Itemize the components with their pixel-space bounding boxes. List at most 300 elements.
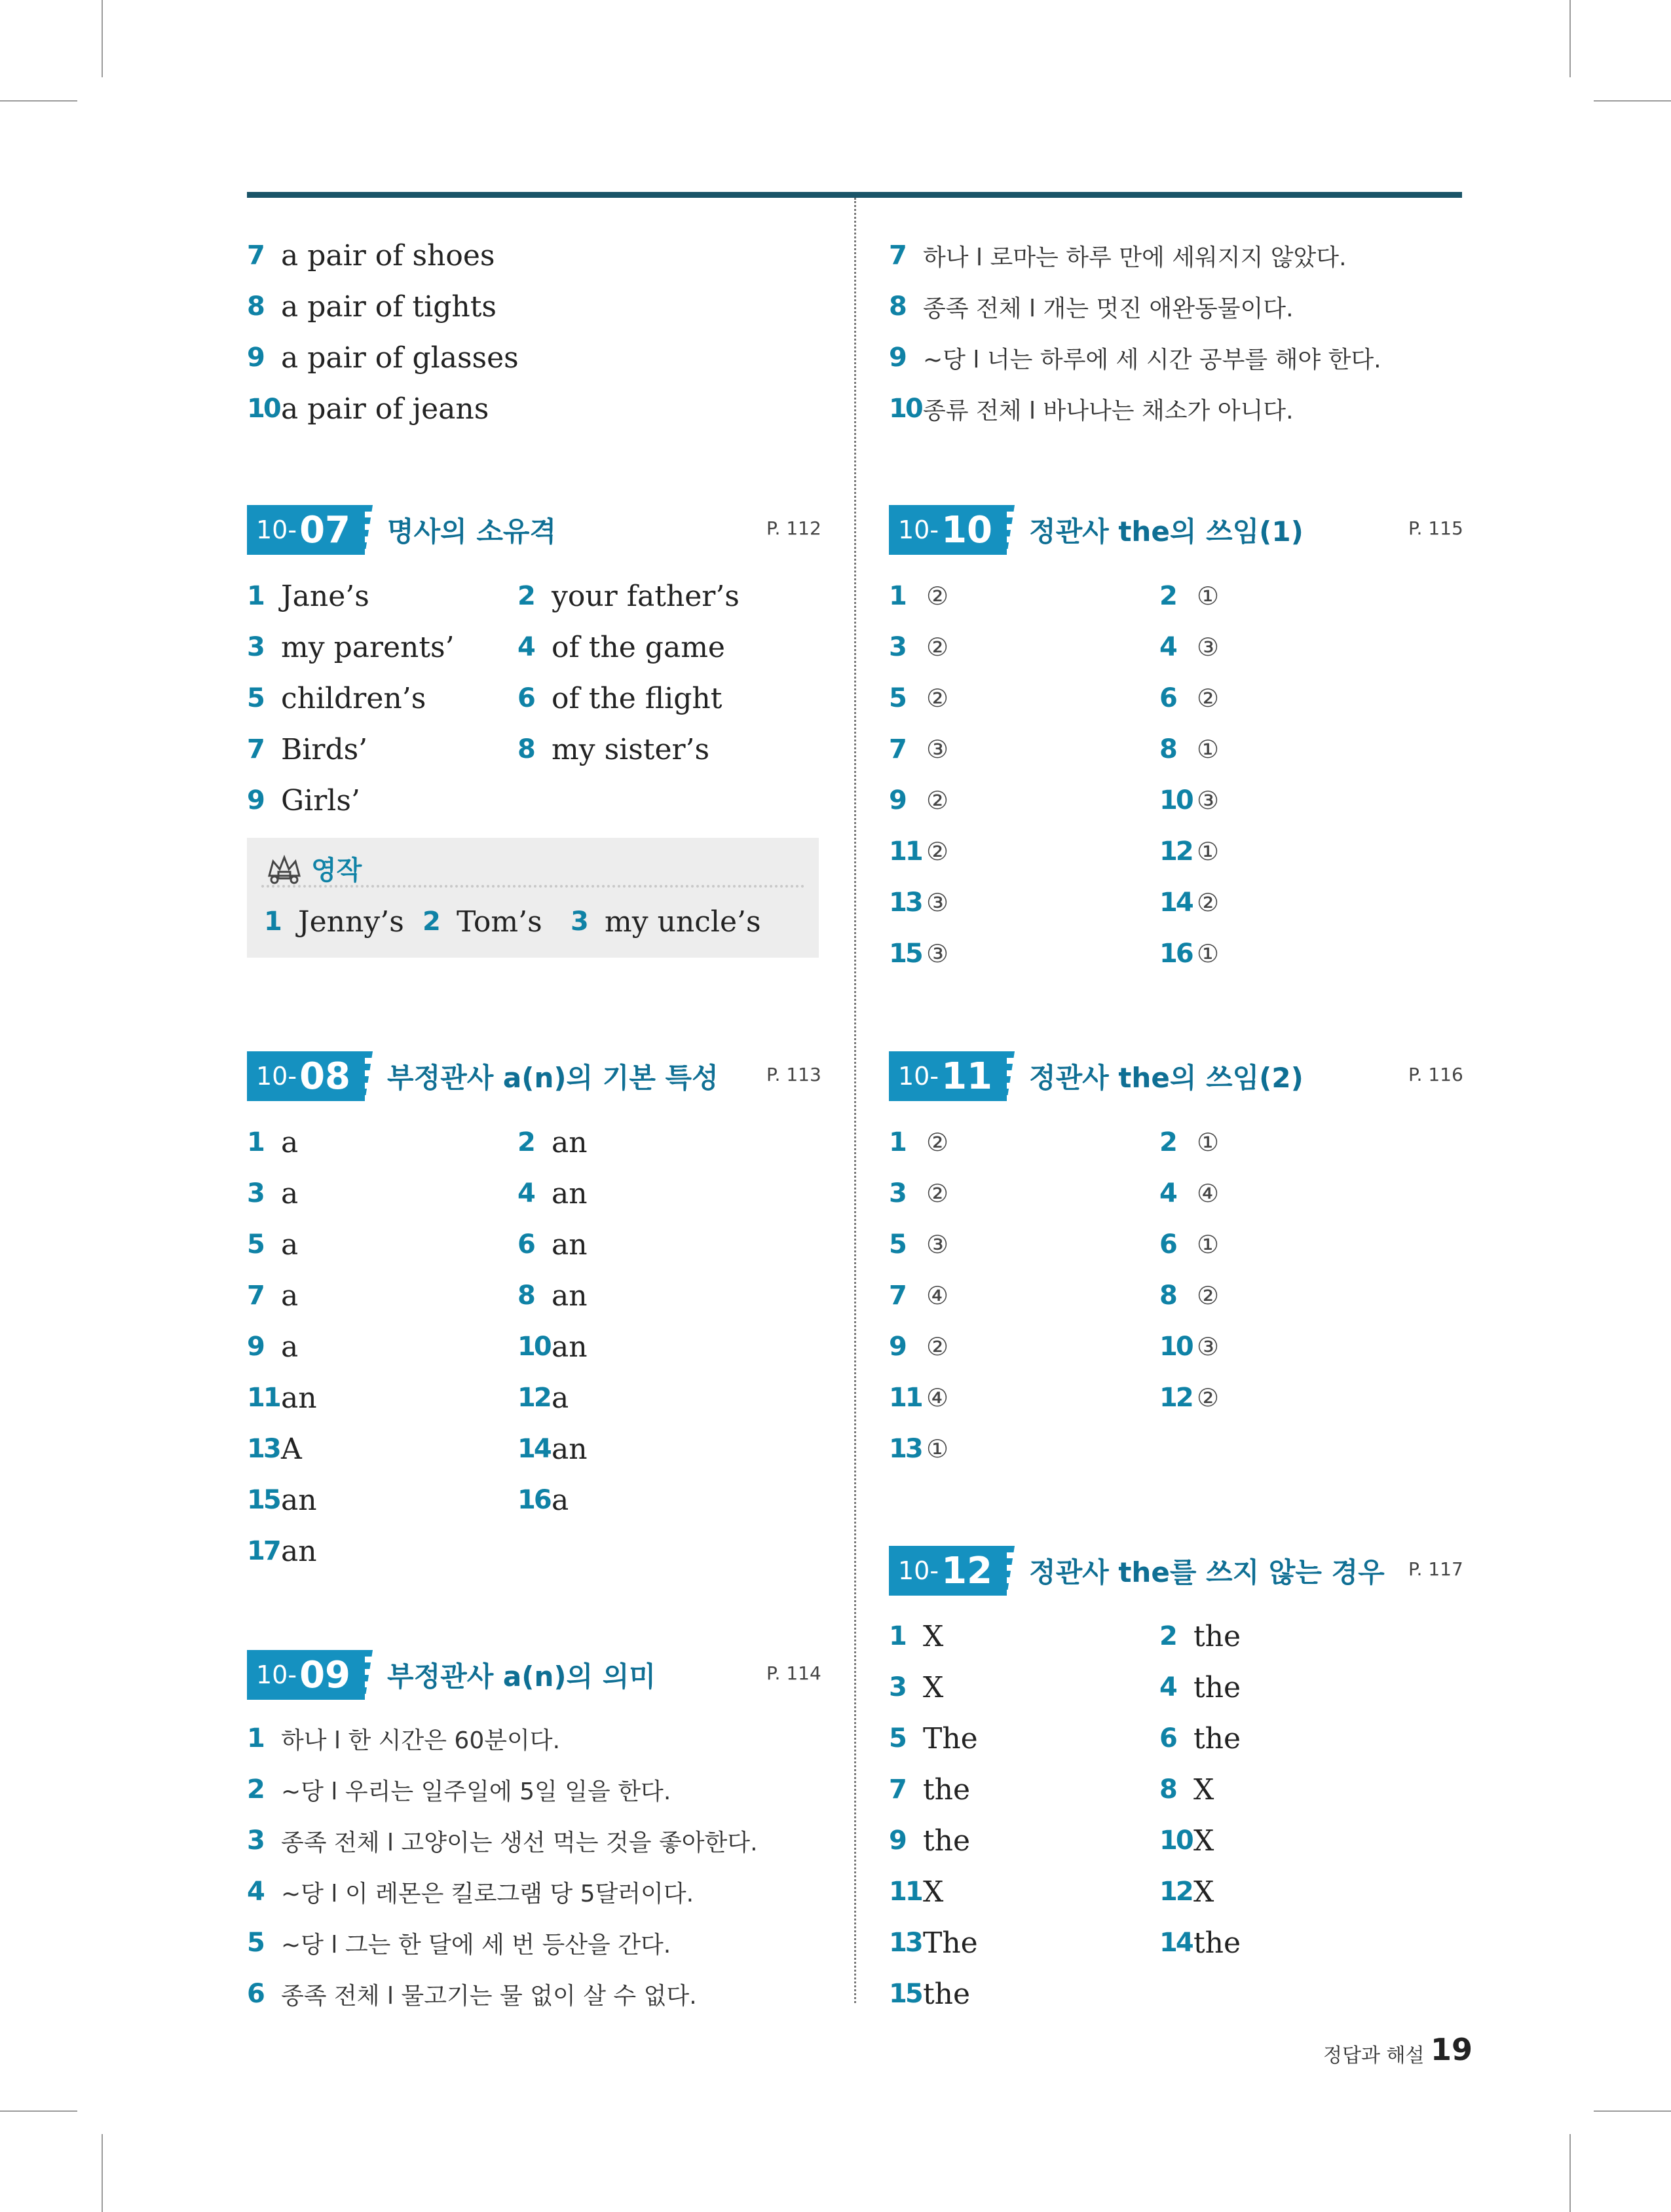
dotted-separator: [261, 885, 804, 888]
section-header-10-12: [889, 1546, 1385, 1596]
answer-text: X: [1193, 1875, 1214, 1909]
list-item: [517, 1123, 588, 1162]
answer-text: A: [281, 1432, 302, 1466]
item-number: 12: [517, 1383, 550, 1413]
crop-mark: [102, 2134, 103, 2212]
list-item: [889, 679, 948, 718]
item-number: 10: [889, 394, 922, 424]
item-number: 8: [517, 734, 536, 764]
section-title: 부정관사 a(n)의 의미: [387, 1660, 656, 1693]
crop-mark: [1569, 2134, 1571, 2212]
section-title: 정관사 the의 쓰임(1): [1029, 516, 1304, 548]
list-item: [247, 287, 497, 326]
answer-text: X: [923, 1875, 944, 1909]
list-item: [247, 1276, 298, 1315]
list-item: [889, 287, 1294, 326]
list-item: [247, 1770, 671, 1809]
item-number: 5: [247, 1928, 265, 1958]
section-header-10-07: [247, 505, 556, 555]
list-item: [247, 1174, 298, 1213]
item-number: 17: [247, 1536, 280, 1566]
answer-text: ③: [926, 939, 949, 968]
item-number: 9: [247, 1332, 265, 1362]
answer-text: ~당 l 너는 하루에 세 시간 공부를 해야 한다.: [923, 346, 1381, 373]
answer-text: X: [923, 1670, 944, 1704]
page-reference: P. 113: [766, 1064, 821, 1085]
list-item: [1159, 1719, 1241, 1758]
answer-text: an: [281, 1483, 317, 1517]
list-item: [571, 902, 761, 941]
list-item: [1159, 1123, 1219, 1162]
answer-text: my parents’: [281, 630, 455, 664]
section-header-10-10: [889, 505, 1304, 555]
list-item: [1159, 576, 1219, 616]
section-header-10-08: [247, 1051, 719, 1101]
badge-code: 08: [299, 1055, 351, 1098]
list-item: [247, 389, 489, 428]
list-item: [889, 1429, 948, 1469]
item-number: 4: [517, 632, 536, 662]
answer-text: the: [1193, 1721, 1241, 1755]
item-number: 1: [889, 1127, 907, 1157]
badge-prefix: 10-: [898, 1556, 939, 1585]
list-item: [889, 338, 1381, 377]
list-item: [247, 1225, 298, 1264]
list-item: [889, 236, 1347, 275]
item-number: 5: [889, 1229, 907, 1260]
list-item: [1159, 1668, 1241, 1707]
answer-text: ②: [926, 1179, 949, 1208]
item-number: 7: [889, 734, 907, 764]
top-rule: [247, 192, 1462, 198]
item-number: 2: [422, 907, 441, 937]
answer-text: Jane’s: [281, 579, 369, 613]
list-item: [517, 628, 725, 667]
answer-text: my sister’s: [552, 732, 710, 766]
answer-text: Girls’: [281, 783, 360, 817]
list-item: [517, 1480, 569, 1520]
list-item: [247, 1719, 560, 1758]
list-item: [517, 1429, 588, 1469]
answer-text: ~당 l 그는 한 달에 세 번 등산을 간다.: [281, 1931, 671, 1959]
item-number: 3: [247, 1826, 265, 1856]
item-number: 9: [247, 785, 265, 815]
page-reference: P. 112: [766, 517, 821, 539]
answer-text: ~당 l 이 레몬은 킬로그램 당 5달러이다.: [281, 1880, 694, 1907]
item-number: 4: [1159, 632, 1178, 662]
list-item: [889, 1872, 943, 1911]
item-number: 8: [517, 1281, 536, 1311]
item-number: 2: [1159, 1621, 1178, 1651]
answer-text: ②: [1197, 888, 1220, 917]
item-number: 10: [1159, 785, 1192, 815]
column-divider: [854, 198, 856, 2003]
list-item: [889, 576, 948, 616]
item-number: 11: [889, 1383, 922, 1413]
item-number: 7: [889, 240, 907, 271]
list-item: [247, 1327, 298, 1366]
list-item: [1159, 679, 1219, 718]
item-number: 10: [1159, 1826, 1192, 1856]
item-number: 9: [889, 1826, 907, 1856]
item-number: 4: [517, 1178, 536, 1209]
item-number: 7: [247, 240, 265, 271]
item-number: 7: [889, 1774, 907, 1805]
list-item: [247, 730, 367, 769]
answer-text: the: [923, 1977, 971, 2011]
answer-text: a: [281, 1279, 299, 1313]
badge-code: 09: [299, 1653, 351, 1696]
section-badge: [889, 1051, 1007, 1101]
page-reference: P. 117: [1408, 1558, 1463, 1580]
answer-text: the: [1193, 1670, 1241, 1704]
item-number: 14: [1159, 888, 1192, 918]
item-number: 11: [889, 1877, 922, 1907]
list-item: [422, 902, 542, 941]
item-number: 13: [889, 888, 922, 918]
section-badge: [247, 1051, 365, 1101]
answer-text: a pair of jeans: [281, 392, 489, 426]
answer-text: 종족 전체 l 개는 멋진 애완동물이다.: [923, 295, 1294, 322]
answer-text: an: [281, 1381, 317, 1415]
answer-text: ②: [926, 1128, 949, 1157]
list-item: [247, 1872, 694, 1911]
item-number: 14: [517, 1434, 550, 1464]
item-number: 3: [889, 1672, 907, 1702]
item-number: 2: [517, 1127, 536, 1157]
list-item: [889, 1617, 943, 1656]
answer-text: 하나 l 한 시간은 60분이다.: [281, 1727, 561, 1754]
list-item: [889, 1821, 970, 1860]
item-number: 15: [889, 1979, 922, 2009]
item-number: 10: [1159, 1332, 1192, 1362]
crop-mark: [0, 100, 77, 102]
list-item: [247, 236, 495, 275]
section-title: 부정관사 a(n)의 기본 특성: [387, 1062, 719, 1094]
item-number: 7: [247, 1281, 265, 1311]
item-number: 6: [517, 683, 536, 713]
list-item: [264, 902, 404, 941]
list-item: [889, 389, 1294, 428]
item-number: 1: [889, 581, 907, 611]
answer-text: 하나 l 로마는 하루 만에 세워지지 않았다.: [923, 244, 1347, 271]
item-number: 12: [1159, 1877, 1192, 1907]
section-header-10-09: [247, 1650, 656, 1700]
answer-text: ③: [1197, 633, 1220, 662]
list-item: [517, 1327, 588, 1366]
list-item: [1159, 781, 1219, 820]
list-item: [1159, 1770, 1214, 1809]
answer-text: ①: [1197, 939, 1220, 968]
section-badge: [889, 505, 1007, 555]
section-title: 정관사 the의 쓰임(2): [1029, 1062, 1304, 1094]
list-item: [517, 576, 740, 616]
list-item: [889, 730, 948, 769]
item-number: 1: [247, 1723, 265, 1753]
list-item: [1159, 628, 1219, 667]
badge-prefix: 10-: [898, 516, 939, 544]
item-number: 2: [1159, 581, 1178, 611]
answer-text: an: [552, 1176, 588, 1210]
list-item: [1159, 1225, 1219, 1264]
item-number: 7: [889, 1281, 907, 1311]
badge-prefix: 10-: [898, 1062, 939, 1091]
answer-text: ②: [1197, 1281, 1220, 1310]
item-number: 8: [1159, 1281, 1178, 1311]
answer-text: ②: [926, 1332, 949, 1361]
item-number: 8: [1159, 734, 1178, 764]
answer-text: The: [923, 1926, 978, 1960]
answer-text: ②: [926, 786, 949, 815]
item-number: 5: [889, 1723, 907, 1753]
answer-text: X: [1193, 1824, 1214, 1858]
list-item: [889, 1770, 970, 1809]
answer-text: X: [1193, 1772, 1214, 1807]
item-number: 7: [247, 734, 265, 764]
item-number: 3: [247, 632, 265, 662]
writing-title: [264, 850, 362, 887]
answer-text: X: [923, 1619, 944, 1653]
answer-text: ①: [1197, 1230, 1220, 1259]
item-number: 6: [1159, 1229, 1178, 1260]
list-item: [247, 576, 369, 616]
answer-text: ④: [926, 1281, 949, 1310]
item-number: 6: [1159, 683, 1178, 713]
answer-text: The: [923, 1721, 978, 1755]
item-number: 9: [889, 785, 907, 815]
item-number: 2: [1159, 1127, 1178, 1157]
item-number: 2: [247, 1774, 265, 1805]
item-number: 9: [889, 343, 907, 373]
list-item: [1159, 1923, 1241, 1962]
answer-text: ②: [1197, 1383, 1220, 1412]
answer-text: ③: [926, 1230, 949, 1259]
item-number: 10: [247, 394, 280, 424]
list-item: [1159, 730, 1219, 769]
list-item: [1159, 1617, 1241, 1656]
item-number: 6: [517, 1229, 536, 1260]
item-number: 3: [571, 907, 589, 937]
crop-mark: [1569, 0, 1571, 77]
item-number: 9: [889, 1332, 907, 1362]
item-number: 16: [517, 1485, 550, 1515]
list-item: [889, 781, 948, 820]
item-number: 4: [1159, 1672, 1178, 1702]
item-number: 16: [1159, 939, 1192, 969]
answer-text: ②: [926, 633, 949, 662]
crop-mark: [1594, 2110, 1671, 2112]
answer-text: ①: [1197, 735, 1220, 764]
item-number: 5: [247, 1229, 265, 1260]
page-reference: P. 116: [1408, 1064, 1463, 1085]
list-item: [517, 1378, 569, 1417]
item-number: 1: [247, 581, 265, 611]
answer-text: 종류 전체 l 바나나는 채소가 아니다.: [923, 397, 1294, 424]
list-item: [1159, 934, 1219, 973]
list-item: [889, 628, 948, 667]
item-number: 13: [889, 1928, 922, 1958]
item-number: 5: [247, 683, 265, 713]
crop-mark: [0, 2110, 77, 2112]
answer-text: a pair of glasses: [281, 341, 519, 375]
answer-text: an: [281, 1534, 317, 1568]
answer-text: the: [923, 1824, 971, 1858]
answer-text: ②: [1197, 684, 1220, 713]
list-item: [889, 1225, 948, 1264]
list-item: [1159, 1378, 1219, 1417]
answer-text: ①: [1197, 1128, 1220, 1157]
item-number: 1: [247, 1127, 265, 1157]
item-number: 4: [1159, 1178, 1178, 1209]
list-item: [889, 1719, 978, 1758]
item-number: 3: [889, 632, 907, 662]
writing-label: 영작: [311, 855, 362, 886]
answer-text: an: [552, 1228, 588, 1262]
item-number: 6: [247, 1979, 265, 2009]
item-number: 13: [247, 1434, 280, 1464]
section-header-10-11: [889, 1051, 1304, 1101]
answer-text: ④: [1197, 1179, 1220, 1208]
item-number: 6: [1159, 1723, 1178, 1753]
section-badge: [247, 505, 365, 555]
item-number: 11: [889, 836, 922, 867]
list-item: [247, 1378, 317, 1417]
page-reference: P. 114: [766, 1662, 821, 1684]
item-number: 8: [889, 291, 907, 322]
badge-code: 11: [941, 1055, 993, 1098]
answer-text: a pair of shoes: [281, 238, 495, 272]
list-item: [247, 628, 455, 667]
answer-text: Tom’s: [457, 905, 542, 939]
list-item: [1159, 1276, 1219, 1315]
list-item: [247, 1429, 302, 1469]
item-number: 3: [247, 1178, 265, 1209]
item-number: 4: [247, 1877, 265, 1907]
list-item: [517, 1174, 588, 1213]
list-item: [247, 1923, 671, 1962]
item-number: 5: [889, 683, 907, 713]
answer-text: the: [1193, 1619, 1241, 1653]
answer-text: 종족 전체 l 물고기는 물 없이 살 수 없다.: [281, 1982, 697, 2010]
answer-text: ②: [926, 837, 949, 866]
list-item: [517, 1225, 588, 1264]
list-item: [889, 1974, 970, 2014]
answer-text: a: [281, 1330, 299, 1364]
answer-text: a pair of tights: [281, 290, 497, 324]
badge-code: 07: [299, 508, 351, 552]
list-item: [247, 679, 426, 718]
item-number: 1: [889, 1621, 907, 1651]
list-item: [517, 679, 722, 718]
answer-text: ①: [926, 1434, 949, 1463]
answer-text: the: [923, 1772, 971, 1807]
answer-text: 종족 전체 l 고양이는 생선 먹는 것을 좋아한다.: [281, 1829, 758, 1856]
item-number: 12: [1159, 836, 1192, 867]
crop-mark: [102, 0, 103, 77]
crop-mark: [1594, 100, 1671, 102]
answer-text: ①: [1197, 837, 1220, 866]
list-item: [247, 1974, 697, 2014]
badge-prefix: 10-: [256, 1660, 297, 1689]
answer-text: Jenny’s: [298, 905, 404, 939]
item-number: 10: [517, 1332, 550, 1362]
answer-text: ②: [926, 582, 949, 610]
answer-text: my uncle’s: [605, 905, 761, 939]
page-number: 19: [1431, 2032, 1473, 2067]
answer-text: ②: [926, 684, 949, 713]
list-item: [889, 1378, 948, 1417]
list-item: [889, 1276, 948, 1315]
list-item: [1159, 1872, 1214, 1911]
list-item: [247, 338, 519, 377]
item-number: 13: [889, 1434, 922, 1464]
list-item: [1159, 1174, 1219, 1213]
answer-text: ①: [1197, 582, 1220, 610]
list-item: [1159, 1821, 1214, 1860]
answer-text: an: [552, 1125, 588, 1159]
list-item: [889, 1174, 948, 1213]
answer-text: your father’s: [552, 579, 740, 613]
item-number: 15: [889, 939, 922, 969]
item-number: 15: [247, 1485, 280, 1515]
list-item: [889, 832, 948, 871]
answer-text: children’s: [281, 681, 426, 715]
badge-code: 12: [941, 1549, 993, 1592]
list-item: [517, 730, 709, 769]
answer-text: ③: [926, 888, 949, 917]
list-item: [517, 1276, 588, 1315]
item-number: 14: [1159, 1928, 1192, 1958]
list-item: [247, 1531, 317, 1571]
list-item: [889, 1327, 948, 1366]
answer-text: ④: [926, 1383, 949, 1412]
list-item: [889, 1923, 978, 1962]
section-title: 명사의 소유격: [387, 516, 557, 548]
item-number: 2: [517, 581, 536, 611]
footer-label: 정답과 해설: [1323, 2044, 1425, 2067]
list-item: [889, 934, 948, 973]
item-number: 1: [264, 907, 282, 937]
answer-text: a: [281, 1125, 299, 1159]
section-badge: [889, 1546, 1007, 1596]
item-number: 8: [247, 291, 265, 322]
answer-text: a: [281, 1228, 299, 1262]
answer-text: ③: [926, 735, 949, 764]
section-title: 정관사 the를 쓰지 않는 경우: [1029, 1556, 1385, 1588]
answer-text: Birds’: [281, 732, 368, 766]
list-item: [889, 883, 948, 922]
answer-text: an: [552, 1330, 588, 1364]
item-number: 12: [1159, 1383, 1192, 1413]
answer-text: of the flight: [552, 681, 723, 715]
answer-text: ③: [1197, 1332, 1220, 1361]
list-item: [247, 1123, 298, 1162]
list-item: [1159, 883, 1219, 922]
list-item: [889, 1668, 943, 1707]
answer-text: a: [552, 1381, 569, 1415]
answer-text: ③: [1197, 786, 1220, 815]
section-badge: [247, 1650, 365, 1700]
list-item: [1159, 1327, 1219, 1366]
badge-prefix: 10-: [256, 516, 297, 544]
answer-text: the: [1193, 1926, 1241, 1960]
answer-text: ~당 l 우리는 일주일에 5일 일을 한다.: [281, 1778, 671, 1805]
list-item: [247, 781, 360, 820]
pencil-crown-icon: [264, 852, 305, 885]
answer-text: a: [552, 1483, 569, 1517]
item-number: 11: [247, 1383, 280, 1413]
list-item: [1159, 832, 1219, 871]
